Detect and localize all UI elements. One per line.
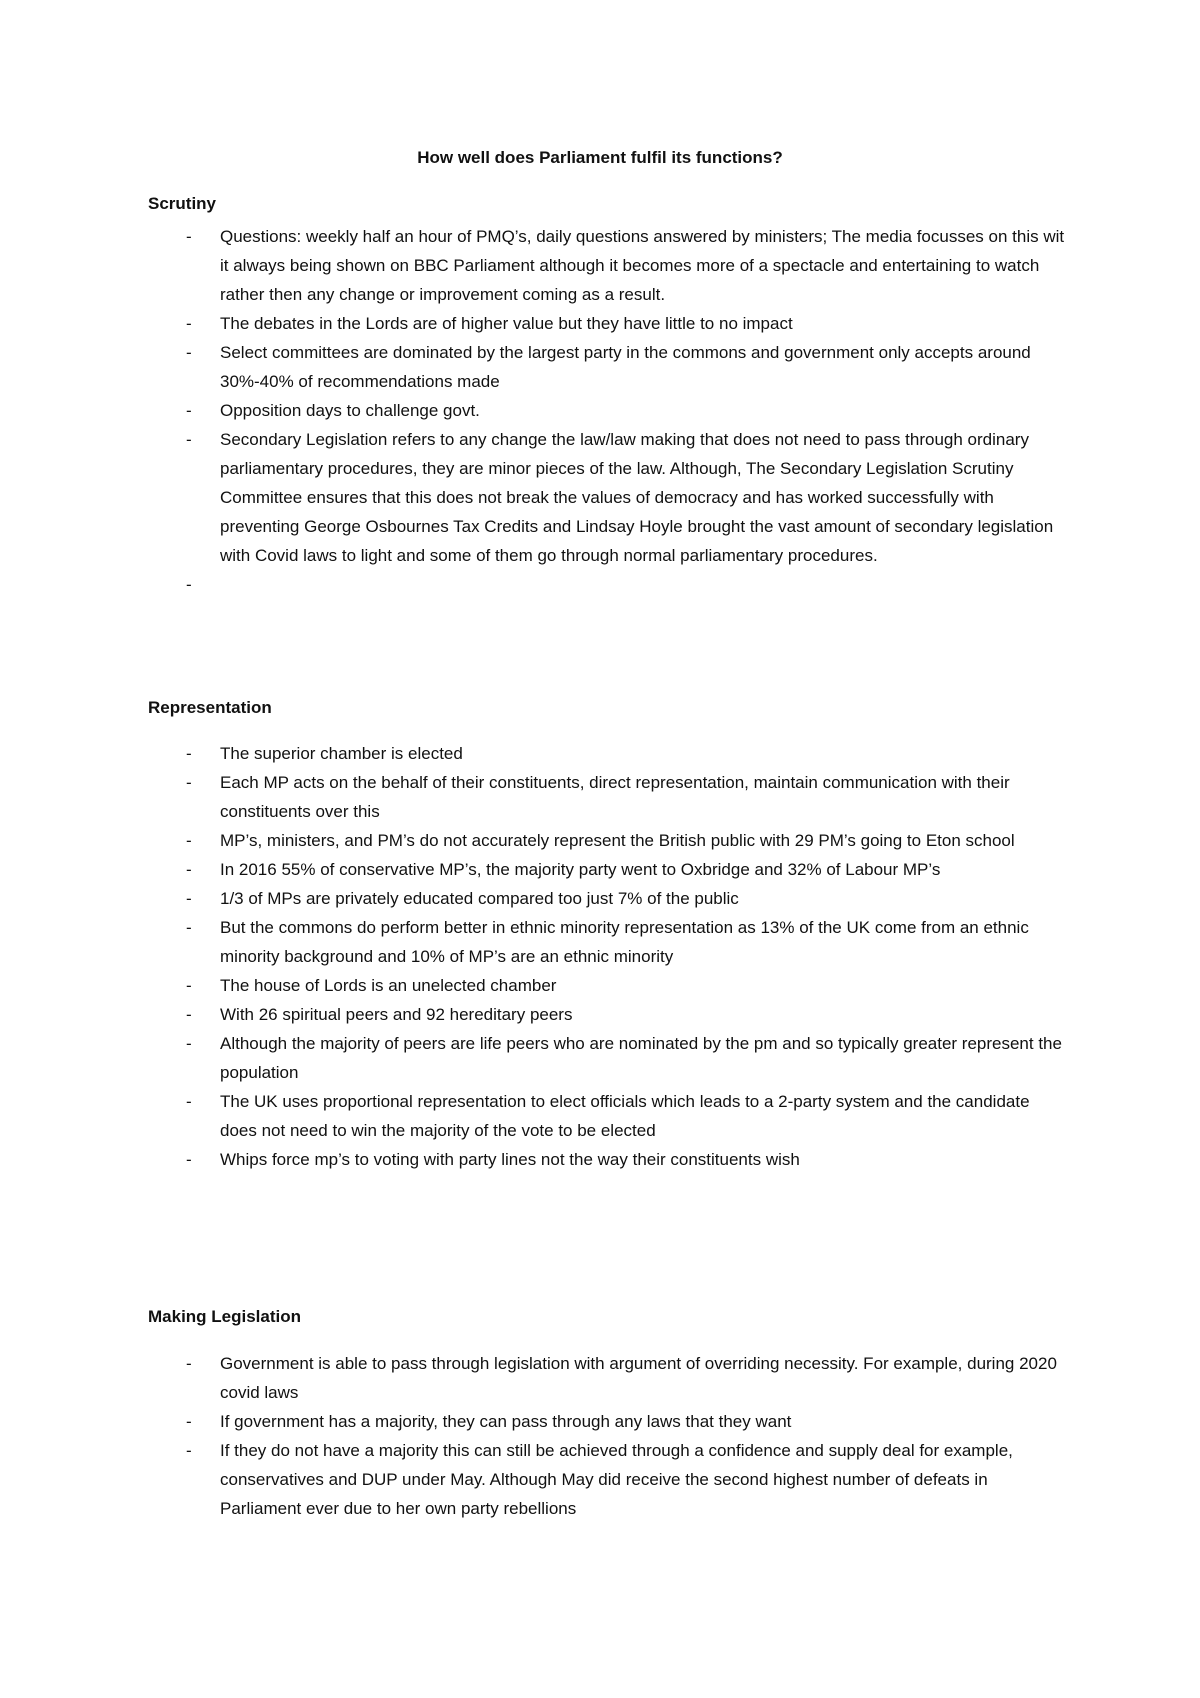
list-item-text: With 26 spiritual peers and 92 hereditary peers: [220, 1005, 573, 1024]
bullet-dash: -: [186, 889, 192, 908]
bullet-dash: -: [186, 773, 192, 792]
bullet-dash: -: [186, 314, 192, 333]
list-item: [148, 855, 1068, 884]
bullet-dash: -: [186, 976, 192, 995]
list-item-text: Government is able to pass through legislation with argument of overriding necessity. For example, during 2020 covid laws: [220, 1354, 1057, 1402]
list-item: [148, 739, 1068, 768]
list-item-text: Secondary Legislation refers to any change the law/law making that does not need to pass through ordinary parliamentary procedures, they are minor pieces of the law. Although, The Secondary Legislation Scrutiny Committee ensures that this does not break the values of democracy and has worked successfully with preventing George Osbournes Tax Credits and Lindsay Hoyle brought the vast amount of secondary legislation with Covid laws to light and some of them go through normal parliamentary procedures.: [220, 430, 1054, 565]
section-heading-scrutiny: Scrutiny: [148, 194, 217, 213]
bullet-dash: -: [186, 1354, 192, 1373]
bullet-dash: -: [186, 1092, 192, 1111]
list-item-text: But the commons do perform better in ethnic minority representation as 13% of the UK come from an ethnic minority background and 10% of MP’s are an ethnic minority: [220, 918, 1029, 966]
list-item-text: The debates in the Lords are of higher value but they have little to no impact: [220, 314, 793, 333]
list-item: [148, 425, 1068, 570]
bullet-dash: -: [186, 744, 192, 763]
bullet-dash: -: [186, 831, 192, 850]
bullet-dash: -: [186, 343, 192, 362]
list-item: [148, 768, 1068, 826]
list-item-text: Select committees are dominated by the largest party in the commons and government only accepts around 30%-40% of recommendations made: [220, 343, 1031, 391]
bullet-dash: -: [186, 1005, 192, 1024]
bullet-dash: -: [186, 575, 192, 594]
list-item: [148, 971, 1068, 1000]
bullet-dash: -: [186, 860, 192, 879]
list-item-text: In 2016 55% of conservative MP’s, the majority party went to Oxbridge and 32% of Labour MP’s: [220, 860, 941, 879]
section-heading-representation: Representation: [148, 698, 272, 717]
list-item-text: MP’s, ministers, and PM’s do not accurately represent the British public with 29 PM’s going to Eton school: [220, 831, 1015, 850]
list-item: [148, 1000, 1068, 1029]
list-item-text: Although the majority of peers are life peers who are nominated by the pm and so typically greater represent the population: [220, 1034, 1062, 1082]
list-item: [148, 1029, 1068, 1087]
list-item-text: The UK uses proportional representation to elect officials which leads to a 2-party system and the candidate does not need to win the majority of the vote to be elected: [220, 1092, 1030, 1140]
bullet-dash: -: [186, 918, 192, 937]
list-item: [148, 913, 1068, 971]
representation-list: [148, 739, 1068, 1174]
list-item: [148, 309, 1068, 338]
bullet-dash: -: [186, 1034, 192, 1053]
bullet-dash: -: [186, 1412, 192, 1431]
list-item-text: If they do not have a majority this can still be achieved through a confidence and supply deal for example, conservatives and DUP under May. Although May did receive the second highest number of defeats in Parliament ever due to her own party rebellions: [220, 1441, 1013, 1518]
list-item: [148, 222, 1068, 309]
making-legislation-list: [148, 1349, 1068, 1523]
list-item-text: Each MP acts on the behalf of their constituents, direct representation, maintain communication with their constituents over this: [220, 773, 1010, 821]
list-item: [148, 1407, 1068, 1436]
list-item-text: Whips force mp’s to voting with party lines not the way their constituents wish: [220, 1150, 800, 1169]
bullet-dash: -: [186, 1441, 192, 1460]
bullet-dash: -: [186, 1150, 192, 1169]
list-item-text: 1/3 of MPs are privately educated compared too just 7% of the public: [220, 889, 739, 908]
list-item-text: If government has a majority, they can pass through any laws that they want: [220, 1412, 792, 1431]
list-item-text: Questions: weekly half an hour of PMQ’s, daily questions answered by ministers; The media focusses on this wit it always being shown on BBC Parliament although it becomes more of a spectacle and entertaining to watch rather then any change or improvement coming as a result.: [220, 227, 1065, 304]
list-item: [148, 1436, 1068, 1523]
list-item: [148, 826, 1068, 855]
list-item: [148, 396, 1068, 425]
section-heading-making-legislation: Making Legislation: [148, 1307, 302, 1326]
list-item: [148, 1349, 1068, 1407]
list-item-text: The superior chamber is elected: [220, 744, 463, 763]
list-item: [148, 1145, 1068, 1174]
list-item: [148, 570, 1068, 599]
bullet-dash: -: [186, 401, 192, 420]
list-item-text: The house of Lords is an unelected chamber: [220, 976, 557, 995]
scrutiny-list: [148, 222, 1068, 599]
list-item: [148, 1087, 1068, 1145]
bullet-dash: -: [186, 430, 192, 449]
document-title: How well does Parliament fulfil its functions?: [417, 148, 783, 167]
list-item-text: Opposition days to challenge govt.: [220, 401, 480, 420]
list-item: [148, 884, 1068, 913]
list-item: [148, 338, 1068, 396]
bullet-dash: -: [186, 227, 192, 246]
